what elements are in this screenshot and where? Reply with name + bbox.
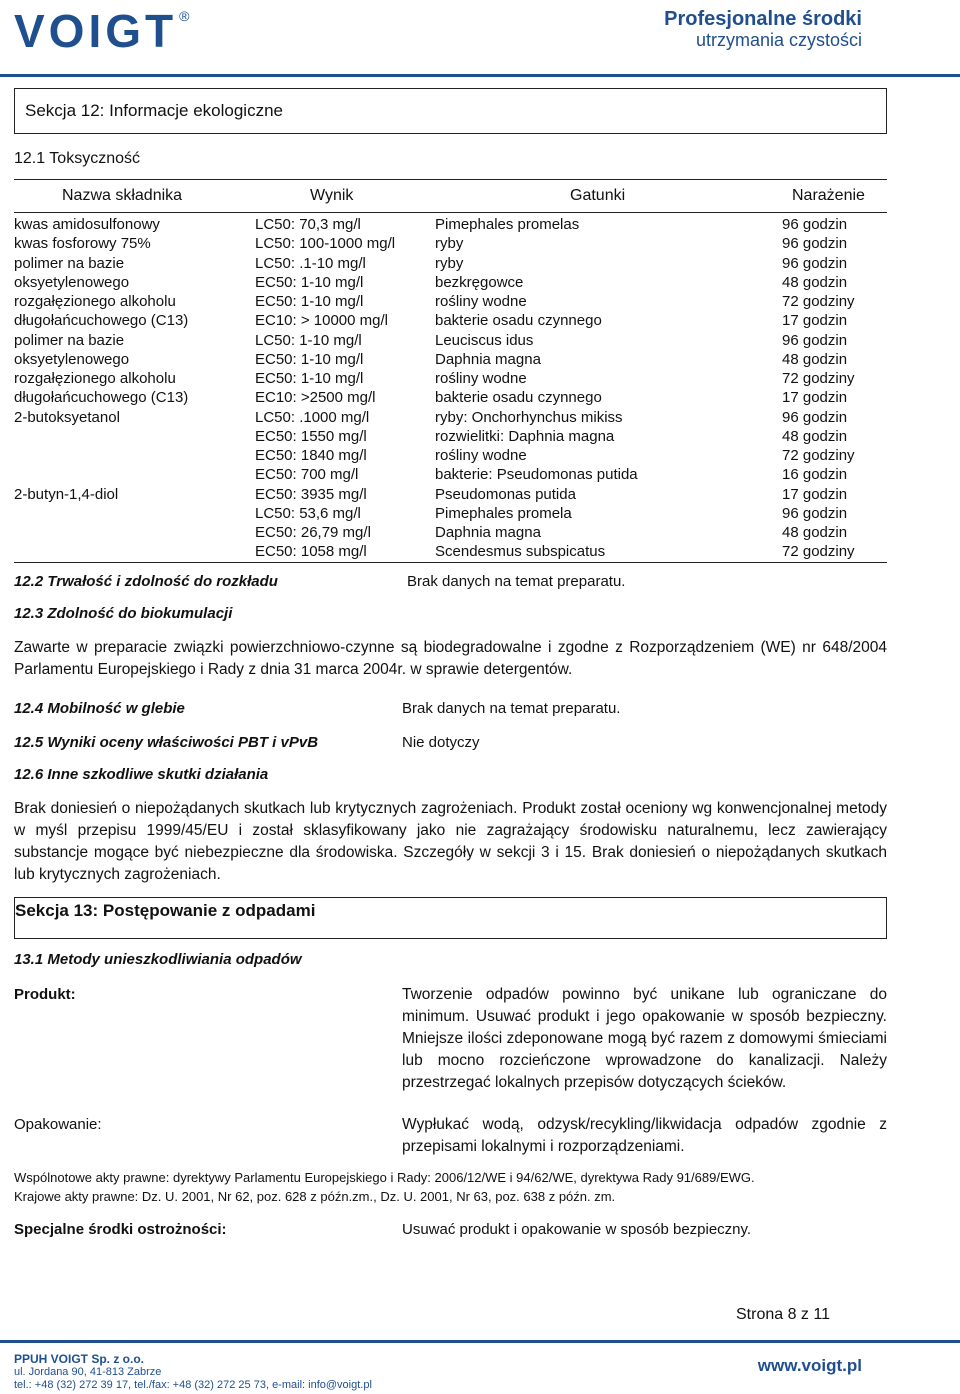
packaging-label: Opakowanie:	[14, 1116, 102, 1133]
table-cell-result: LC50: 70,3 mg/l	[255, 216, 361, 233]
subsection-12-4-title: 12.4 Mobilność w glebie	[14, 700, 185, 717]
tagline-secondary: utrzymania czystości	[695, 30, 862, 50]
table-cell-species: Pseudomonas putida Pimephales promela Daphnia magna Scendesmus subspicatus	[435, 486, 606, 560]
subsection-12-6-text: Brak doniesień o niepożądanych skutkach lub krytycznych zagrożeniach. Produkt został oceniony wg konwencjonalnej metody w myśl przepisu 1999/45/EU i został sklasyfikowany jako nie zagrażający środowisku naturalnemu, lecz zawierający substancje mogące być niebezpieczne dla środowiska. Szczegóły w sekcji 3 i 15. Brak doniesień o niepożądanych skutkach lub krytycznych zagrożeniach.	[14, 800, 887, 883]
table-top-rule	[14, 179, 887, 180]
table-cell-exposure: 96 godzin	[782, 216, 848, 233]
table-cell-species: Pimephales promelas	[435, 216, 580, 233]
section-13-title: Sekcja 13: Postępowanie z odpadami	[15, 901, 316, 920]
precautions-text: Usuwać produkt i opakowanie w sposób bezpieczny.	[402, 1221, 752, 1238]
header-divider	[0, 74, 960, 77]
table-cell-result: LC50: .1000 mg/l EC50: 1550 mg/l EC50: 1840 mg/l EC50: 700 mg/l	[255, 409, 370, 483]
footer-contact: tel.: +48 (32) 272 39 17, tel./fax: +48 (32) 272 25 73, e-mail: info@voigt.pl	[14, 1379, 372, 1391]
table-cell-species: Leuciscus idus Daphnia magna rośliny wodne bakterie osadu czynnego	[435, 332, 602, 406]
table-header-rule	[14, 212, 887, 213]
table-cell-species: ryby: Onchorhynchus mikiss rozwielitki: Daphnia magna rośliny wodne bakterie: Pseudomonas putida	[435, 409, 638, 483]
law-national: Krajowe akty prawne: Dz. U. 2001, Nr 62, poz. 628 z późn.zm., Dz. U. 2001, Nr 63, poz. 638 z późn. zm.	[14, 1189, 616, 1204]
subsection-12-6-title: 12.6 Inne szkodliwe skutki działania	[14, 766, 269, 783]
table-header-result: Wynik	[310, 187, 354, 204]
precautions-label: Specjalne środki ostrożności:	[14, 1221, 227, 1238]
table-cell-name: 2-butoksyetanol	[14, 409, 120, 426]
table-cell-species: ryby	[435, 235, 464, 252]
subsection-12-2-title: 12.2 Trwałość i zdolność do rozkładu	[14, 573, 278, 590]
table-cell-exposure: 96 godzin 48 godzin 72 godziny 17 godzin	[782, 255, 855, 329]
law-community: Wspólnotowe akty prawne: dyrektywy Parlamentu Europejskiego i Rady: 2006/12/WE i 94/62/WE, dyrektywa Rady 91/689/EWG.	[14, 1170, 755, 1185]
table-cell-name: polimer na bazie oksyetylenowego rozgałęzionego alkoholu długołańcuchowego (C13)	[14, 332, 189, 406]
footer-divider	[0, 1340, 960, 1343]
subsection-12-4-value: Brak danych na temat preparatu.	[402, 700, 621, 717]
subsection-13-1-title: 13.1 Metody unieszkodliwiania odpadów	[14, 951, 302, 968]
table-cell-result: LC50: .1-10 mg/l EC50: 1-10 mg/l EC50: 1-10 mg/l EC10: > 10000 mg/l	[255, 255, 389, 329]
table-cell-name: kwas fosforowy 75%	[14, 235, 151, 252]
table-cell-species: ryby bezkręgowce rośliny wodne bakterie osadu czynnego	[435, 255, 602, 329]
subsection-12-5-title: 12.5 Wyniki oceny właściwości PBT i vPvB	[14, 734, 319, 751]
subsection-12-1-title: 12.1 Toksyczność	[14, 150, 140, 167]
company-logo: VOIGT ®	[14, 5, 190, 57]
tagline-primary: Profesjonalne środki	[664, 8, 862, 30]
table-cell-exposure: 96 godzin 48 godzin 72 godziny 16 godzin	[782, 409, 855, 483]
footer-website-link[interactable]: www.voigt.pl	[757, 1356, 862, 1375]
table-cell-exposure: 17 godzin 96 godzin 48 godzin 72 godziny	[782, 486, 855, 560]
table-cell-name: polimer na bazie oksyetylenowego rozgałęzionego alkoholu długołańcuchowego (C13)	[14, 255, 189, 329]
table-cell-name: kwas amidosulfonowy	[14, 216, 160, 233]
footer-company: PPUH VOIGT Sp. z o.o.	[14, 1352, 145, 1366]
table-cell-result: LC50: 100-1000 mg/l	[255, 235, 396, 252]
table-cell-result: EC50: 3935 mg/l LC50: 53,6 mg/l EC50: 26,79 mg/l EC50: 1058 mg/l	[255, 486, 371, 560]
product-text: Tworzenie odpadów powinno być unikane lub ograniczane do minimum. Usuwać produkt i jego opakowanie w sposób bezpieczny. Mniejsze ilości zdeponowane mogą być razem z domowymi śmieciami lub mocno rozcieńczone wprowadzone do kanalizacji. Należy przestrzegać lokalnych przepisów dotyczących ścieków.	[402, 986, 887, 1091]
table-cell-name: 2-butyn-1,4-diol	[14, 486, 119, 503]
subsection-12-3-title: 12.3 Zdolność do biokumulacji	[14, 605, 233, 622]
page-number: Strona 8 z 11	[736, 1306, 830, 1323]
subsection-12-2-value: Brak danych na temat preparatu.	[407, 573, 626, 590]
table-cell-exposure: 96 godzin	[782, 235, 848, 252]
table-header-species: Gatunki	[570, 187, 626, 204]
table-header-exposure: Narażenie	[792, 187, 865, 204]
table-bottom-rule	[14, 562, 887, 563]
subsection-12-3-text: Zawarte w preparacie związki powierzchniowo-czynne są biodegradowalne i zgodne z Rozporządzeniem (WE) nr 648/2004 Parlamentu Europejskiego i Rady z dnia 31 marca 2004r. w sprawie detergentów.	[14, 639, 887, 678]
table-header-name: Nazwa składnika	[62, 187, 183, 204]
section-12-title: Sekcja 12: Informacje ekologiczne	[25, 101, 283, 120]
product-label: Produkt:	[14, 986, 76, 1003]
section-13-title-box	[14, 897, 887, 939]
section-12-title-box	[14, 88, 887, 134]
packaging-text: Wypłukać wodą, odzysk/recykling/likwidacja odpadów zgodnie z przepisami lokalnymi i rozporządzeniami.	[402, 1116, 887, 1155]
table-cell-result: LC50: 1-10 mg/l EC50: 1-10 mg/l EC50: 1-10 mg/l EC10: >2500 mg/l	[255, 332, 376, 406]
subsection-12-5-value: Nie dotyczy	[402, 734, 480, 751]
footer-address: ul. Jordana 90, 41-813 Zabrze	[14, 1366, 162, 1378]
table-cell-exposure: 96 godzin 48 godzin 72 godziny 17 godzin	[782, 332, 855, 406]
